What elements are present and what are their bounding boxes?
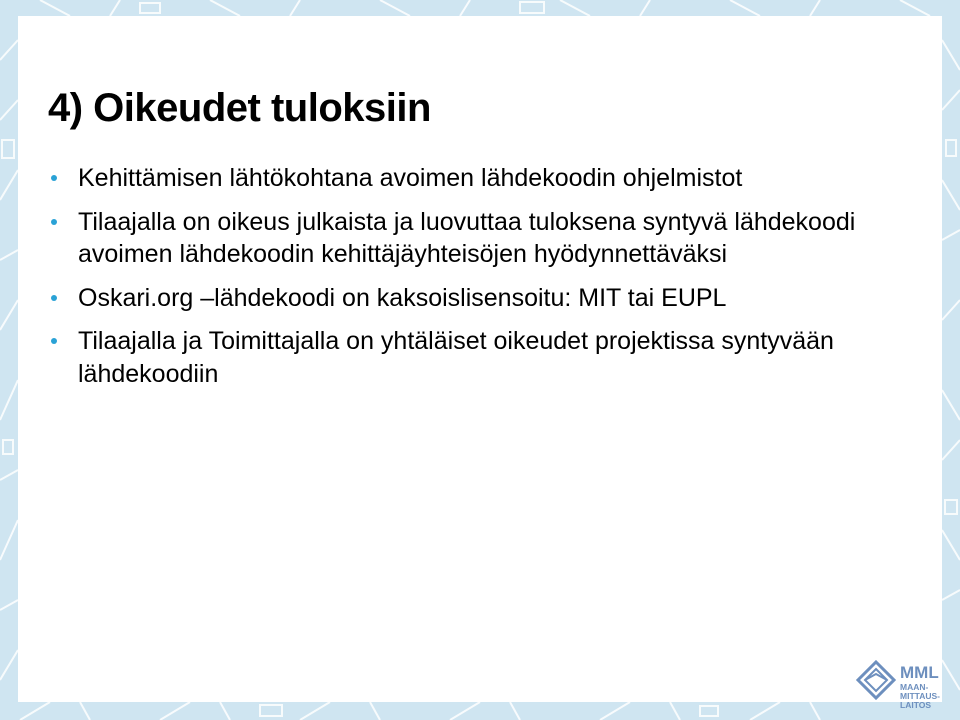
mml-logo bbox=[850, 656, 950, 714]
bullet-dot bbox=[51, 219, 57, 225]
bullet-dot bbox=[51, 175, 57, 181]
logo-line-2: MITTAUS- bbox=[900, 691, 940, 701]
slide-title: 4) Oikeudet tuloksiin bbox=[48, 86, 431, 130]
mml-logo-icon bbox=[856, 660, 896, 700]
bullet-list bbox=[48, 162, 928, 401]
bullet-item bbox=[48, 282, 928, 315]
bullet-dot bbox=[51, 295, 57, 301]
bullet-text: Oskari.org –lähdekoodi on kaksoislisensoitu: MIT tai EUPL bbox=[78, 283, 727, 312]
logo-line-1: MAAN- bbox=[900, 682, 929, 692]
bullet-text: Kehittämisen lähtökohtana avoimen lähdekoodin ohjelmistot bbox=[78, 164, 743, 192]
bullet-item bbox=[48, 206, 928, 271]
bullet-item bbox=[48, 162, 928, 195]
bullet-dot bbox=[51, 338, 57, 344]
bullet-item bbox=[48, 325, 928, 390]
logo-abbrev: MML bbox=[900, 663, 939, 682]
bullet-text: Tilaajalla ja Toimittajalla on yhtäläiset oikeudet projektissa syntyvään lähdekoodiin bbox=[78, 327, 834, 388]
logo-line-3: LAITOS bbox=[900, 700, 932, 710]
bullet-text: Tilaajalla on oikeus julkaista ja luovuttaa tuloksena syntyvä lähdekoodi avoimen lähdekoodin kehittäjäyhteisöjen hyödynnettäväksi bbox=[78, 207, 856, 268]
slide bbox=[18, 16, 942, 710]
